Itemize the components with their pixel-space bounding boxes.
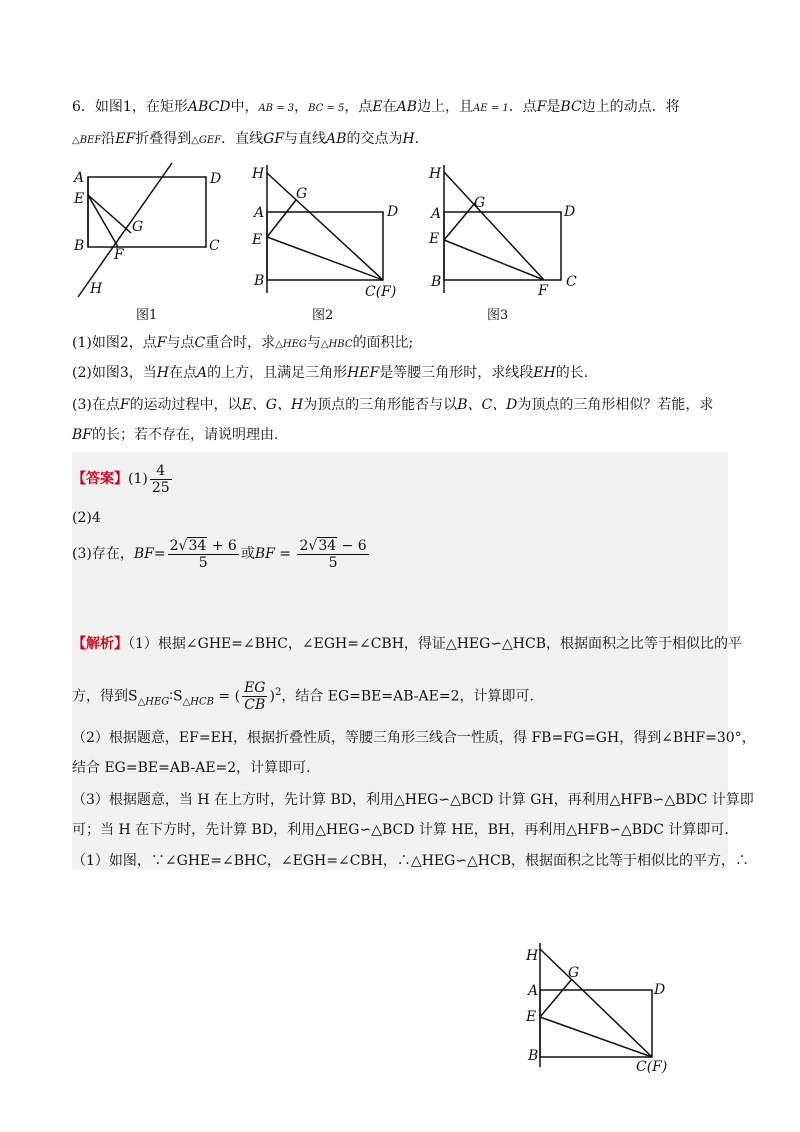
fig3-label-h: H	[429, 166, 442, 182]
sol-label-d: D	[654, 982, 666, 998]
figure-3	[428, 165, 577, 323]
fig3-label-g: G	[474, 195, 486, 211]
analysis-tag: 【解析】	[72, 636, 128, 652]
question-3-line-1: (3)在点F的运动过程中，以E、G、H为顶点的三角形能否与以B、C、D为顶点的三角形相似？若能，求	[72, 397, 714, 413]
fig3-line-hf	[444, 172, 544, 280]
analysis-p3-line-2: 可；当 H 在下方时，先计算 BD，利用△HEG∽△BCD 计算 HE，BH，再利用△HFB∽△BDC 计算即可.	[72, 822, 729, 838]
fig3-caption: 图3	[487, 308, 509, 323]
fig2-segment-eg	[267, 200, 296, 237]
fig3-rectangle	[444, 212, 561, 280]
analysis-p1-line-2: 方，得到$S_{\triangle HEG}∶S_{\triangle HCB}$ = ( $\frac{EG}{CB}$ )$^2$，结合 EG=BE=AB-AE=2，计算即可.	[72, 680, 534, 714]
fig3-segment-ef	[444, 240, 544, 280]
fig1-label-e: E	[74, 191, 85, 207]
solution-figure	[520, 935, 680, 1075]
fig1-segment-ef	[88, 195, 118, 247]
fig1-caption: 图1	[136, 308, 158, 323]
analysis-ratio-fraction: $\frac{EG}{CB}$	[244, 680, 266, 714]
problem-line-1: 6．如图1，在矩形ABCD中，AB = 3，BC = 5，点E在AB边上，且AE = 1．点F是BC边上的动点．将	[72, 99, 680, 115]
fig1-label-g: G	[132, 219, 144, 235]
sol-segment-ec	[540, 1017, 652, 1057]
answer-3-fraction-2: $\frac{2√34 - 6}{5}$	[299, 537, 367, 571]
fig1-label-f: F	[114, 247, 124, 263]
question-3-line-2: BF的长；若不存在，请说明理由.	[72, 427, 279, 443]
fig1-label-d: D	[210, 171, 222, 187]
fig1-label-b: B	[74, 238, 85, 254]
fig3-label-d: D	[564, 204, 576, 220]
fig2-segment-ec	[267, 237, 383, 280]
analysis-p2-line-1: （2）根据题意，EF=EH，根据折叠性质，等腰三角形三线合一性质，得 FB=FG=GH，得到∠BHF=30°，	[72, 730, 756, 746]
figures-area	[60, 155, 600, 325]
fig2-rectangle	[267, 212, 383, 280]
answer-3-fraction-1: $\frac{2√34 + 6}{5}$	[169, 537, 237, 571]
answer-1: 【答案】(1) $\frac{4}{25}$	[72, 462, 170, 496]
fig2-label-d: D	[387, 204, 399, 220]
sol-label-e: E	[526, 1009, 537, 1025]
sol-segment-eg	[540, 979, 572, 1017]
fig3-label-e: E	[429, 231, 440, 247]
analysis-p3-line-1: （3）根据题意，当 H 在上方时，先计算 BD，利用△HEG∽△BCD 计算 GH，再利用△HFB∽△BDC 计算即	[72, 792, 754, 808]
sol-line-hc	[540, 949, 652, 1057]
analysis-p4-line-1: （1）如图，∵∠GHE=∠BHC，∠EGH=∠CBH，∴△HEG∽△HCB，根据面积之比等于相似比的平方，∴	[72, 853, 750, 869]
fig1-rectangle	[88, 177, 206, 247]
fig2-label-g: G	[296, 186, 308, 202]
analysis-p1-line-1: 【解析】（1）根据∠GHE=∠BHC，∠EGH=∠CBH，得证△HEG∽△HCB，根据面积之比等于相似比的平	[72, 636, 743, 652]
fig3-label-a: A	[431, 206, 442, 222]
sol-label-cf: C(F)	[636, 1059, 668, 1075]
fig1-label-h: H	[90, 281, 103, 297]
fig1-segment-eg	[88, 195, 131, 233]
sol-label-b: B	[528, 1048, 539, 1064]
fig3-label-b: B	[431, 274, 442, 290]
sol-label-a: A	[528, 983, 539, 999]
fig2-line-hc	[267, 173, 383, 280]
figure-1	[72, 163, 221, 323]
fig3-label-c: C	[566, 274, 577, 290]
answer-tag: 【答案】	[72, 471, 128, 487]
fig2-label-e: E	[252, 232, 263, 248]
answer-1-fraction: $\frac{4}{25}$	[151, 462, 170, 496]
answer-3: (3)存在，BF= $\frac{2√34 + 6}{5}$ 或BF = $\frac{2√34 - 6}{5}$	[72, 537, 367, 571]
question-1: (1)如图2，点F与点C重合时，求△HEG与△HBC的面积比;	[72, 335, 414, 351]
problem-number: 6．	[72, 99, 95, 115]
analysis-p2-line-2: 结合 EG=BE=AB-AE=2，计算即可.	[72, 760, 311, 776]
problem-line-2: △BEF沿EF折叠得到△GEF．直线GF与直线AB的交点为H.	[72, 131, 420, 147]
fig1-label-a: A	[74, 170, 85, 186]
sol-label-h: H	[526, 948, 539, 964]
answer-2: (2)4	[72, 510, 101, 526]
fig3-label-f: F	[538, 283, 548, 299]
fig2-label-a: A	[254, 205, 265, 221]
question-2: (2)如图3，当H在点A的上方，且满足三角形HEF是等腰三角形时，求线段EH的长.	[72, 365, 589, 381]
fig2-caption: 图2	[312, 308, 334, 323]
fig2-label-cf: C(F)	[365, 284, 397, 300]
fig1-line-gf	[78, 163, 172, 297]
sol-label-g: G	[568, 965, 580, 981]
fig3-segment-eg	[444, 203, 475, 240]
fig1-label-c: C	[209, 238, 220, 254]
fig2-label-h: H	[252, 166, 265, 182]
figure-2	[251, 165, 398, 323]
fig2-label-b: B	[254, 273, 265, 289]
